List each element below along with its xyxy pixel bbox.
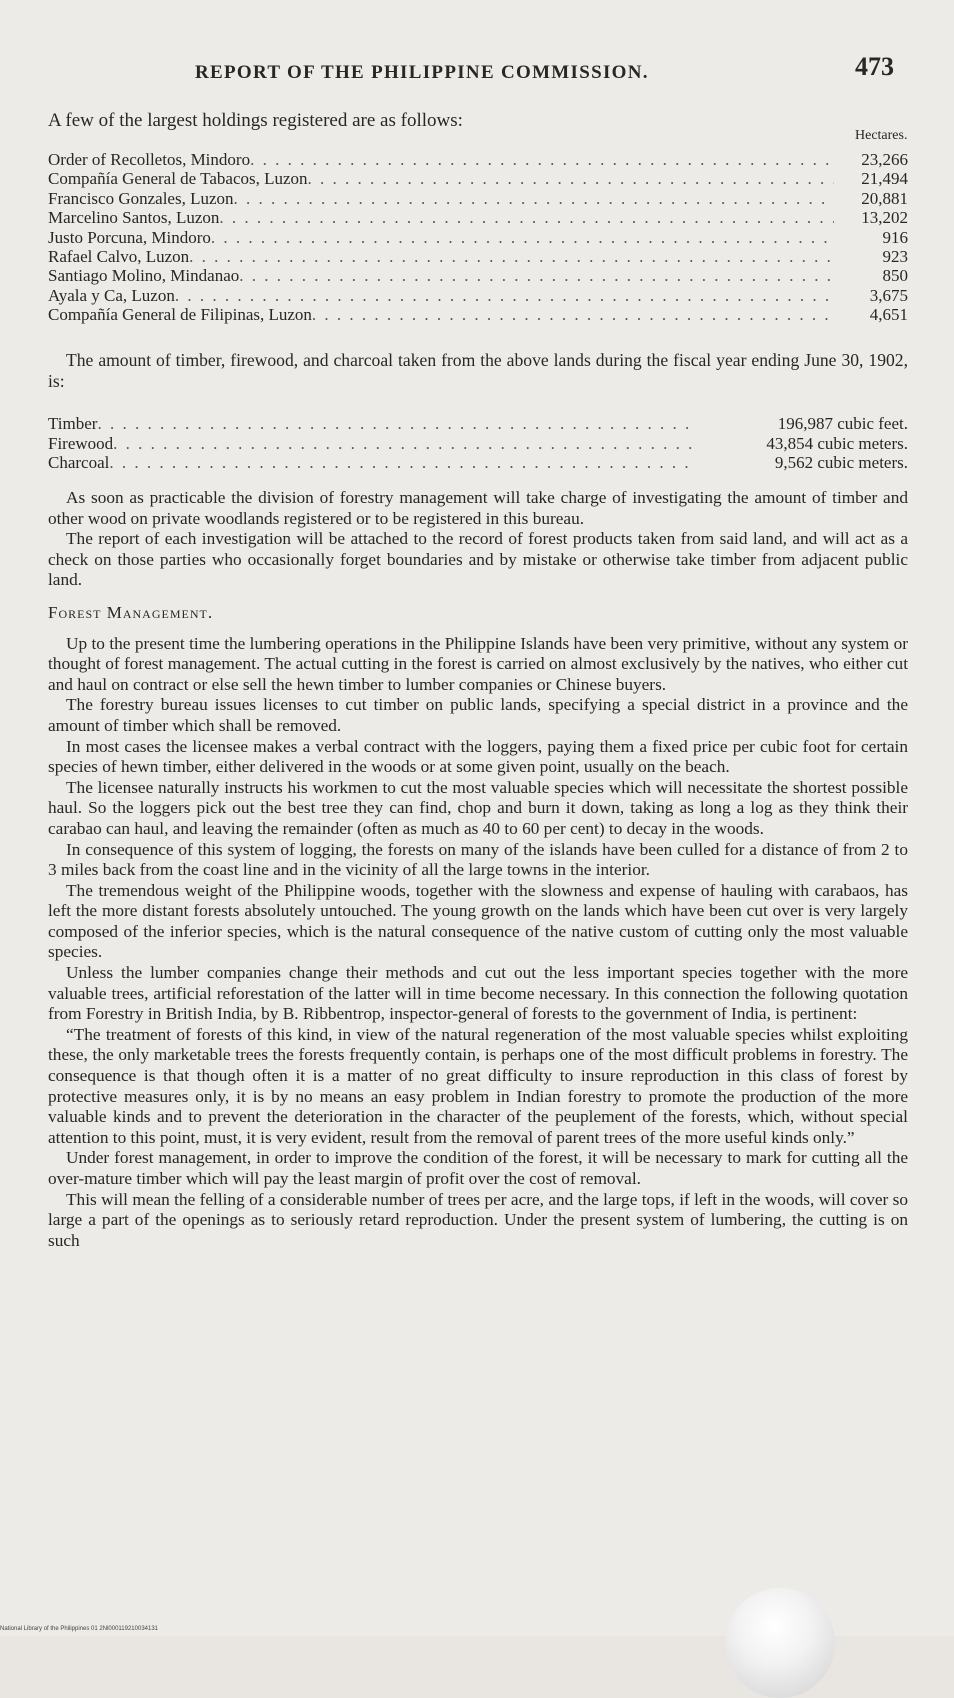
holding-name: Compañía General de Filipinas, Luzon: [48, 305, 312, 325]
paragraph: The report of each investigation will be attached to the record of forest products taken from said land, and will act as a check on those parties who occasionally forget boundaries and by mistake or otherwise take timber from adjacent public land.: [48, 529, 908, 590]
paragraph: In consequence of this system of logging, the forests on many of the islands have been culled for a distance of from 2 to 3 miles back from the coast line and in the vicinity of all the large towns in the interior.: [48, 839, 908, 880]
holding-hectares: 3,675: [869, 285, 908, 305]
list-item: [48, 414, 908, 434]
holdings-intro: A few of the largest holdings registered are as follows:: [48, 110, 463, 131]
list-item: [48, 208, 908, 227]
section-title: Forest Management.: [48, 602, 214, 622]
holding-name: Rafael Calvo, Luzon: [48, 247, 190, 267]
leader-dots: [113, 434, 694, 454]
holding-hectares: 850: [882, 266, 908, 286]
holding-name: Francisco Gonzales, Luzon: [48, 188, 234, 208]
body-text: [48, 488, 908, 1251]
holding-hectares: 20,881: [861, 188, 908, 208]
leader-dots: [239, 266, 834, 285]
leader-dots: [97, 414, 694, 434]
paragraph: Under forest management, in order to improve the condition of the forest, it will be necessary to mark for cutting all the over-mature timber which will pay the least margin of profit over the cost of removal.: [48, 1148, 908, 1188]
paragraph: The forestry bureau issues licenses to cut timber on public lands, specifying a special district in a province and the amount of timber which shall be removed.: [48, 695, 908, 735]
holding-hectares: 21,494: [861, 169, 908, 189]
product-name: Firewood: [48, 433, 114, 453]
product-name: Charcoal: [48, 453, 110, 472]
list-item: [48, 169, 908, 188]
scanner-artifact: [725, 1588, 835, 1698]
holding-name: Ayala y Ca, Luzon: [48, 285, 175, 305]
list-item: [48, 266, 908, 285]
holding-hectares: 23,266: [861, 150, 908, 169]
product-amount: 9,562 cubic meters.: [774, 453, 908, 472]
leader-dots: [312, 305, 834, 324]
paragraph: Up to the present time the lumbering operations in the Philippine Islands have been very primitive, without any system or thought of forest management. The actual cutting in the forest is carried on almost exclusively by the natives, who either cut and haul on contract or else sell the hewn timber to lumber companies or Chinese buyers.: [48, 633, 908, 694]
timber-list: [48, 414, 908, 473]
page-number: 473: [855, 52, 894, 81]
page-header: [0, 50, 954, 90]
paragraph: As soon as practicable the division of forestry management will take charge of investigating the amount of timber and other wood on private woodlands registered or to be registered in this bureau.: [48, 488, 908, 528]
holding-name: Order of Recolletos, Mindoro: [48, 150, 251, 169]
holding-hectares: 916: [882, 227, 908, 247]
holding-name: Compañía General de Tabacos, Luzon: [48, 169, 308, 189]
paragraph: The licensee naturally instructs his workmen to cut the most valuable species which will necessitate the shortest possible haul. So the loggers pick out the best tree they can find, chop and burn it down, taking as long a log as they think their carabao can haul, and leaving the remainder (often as much as 40 to 60 per cent) to decay in the woods.: [48, 777, 908, 838]
list-item: [48, 453, 908, 473]
product-amount: 196,987 cubic feet.: [777, 414, 908, 433]
quotation: “The treatment of forests of this kind, in view of the natural regeneration of the most valuable species whilst exploiting these, the only marketable trees the forests frequently contain, is perhaps one of the most difficult problems in forestry. The consequence is that though often it is a matter of no great difficulty to insure reproduction in this class of forest by protective measures only, it is by no means an easy problem in Indian forestry to promote the production of the more valuable kinds and to prevent the deterioration in the character of the peuplement of the forests, which, without special attention to this point, must, it is very evident, result from the removal of parent trees of the more useful kinds only.”: [48, 1024, 908, 1147]
leader-dots: [234, 189, 834, 208]
product-name: Timber: [48, 414, 98, 433]
holding-hectares: 923: [882, 247, 908, 267]
hectares-column-header: Hectares.: [855, 128, 908, 143]
product-amount: 43,854 cubic meters.: [766, 433, 908, 453]
holding-hectares: 4,651: [869, 305, 908, 325]
leader-dots: [219, 208, 834, 227]
list-item: [48, 189, 908, 208]
timber-intro: The amount of timber, firewood, and charcoal taken from the above lands during the fiscal year ending June 30, 1902, is:: [48, 350, 908, 391]
leader-dots: [175, 286, 834, 305]
paragraph: In most cases the licensee makes a verbal contract with the loggers, paying them a fixed price per cubic foot for certain species of hewn timber, either delivered in the woods or at some given point, usually on the beach.: [48, 736, 908, 777]
list-item: [48, 286, 908, 305]
holding-name: Marcelino Santos, Luzon: [48, 208, 220, 228]
list-item: [48, 247, 908, 266]
paragraph: The tremendous weight of the Philippine woods, together with the slowness and expense of hauling with carabaos, has left the more distant forests absolutely untouched. The young growth on the lands which have been cut over is very largely composed of the inferior species, which is the natural consequence of the native custom of cutting only the most valuable species.: [48, 880, 908, 962]
list-item: [48, 434, 908, 454]
holding-hectares: 13,202: [861, 208, 908, 228]
leader-dots: [211, 228, 834, 247]
scan-footer: National Library of the Philippines 01 2Nl000119210034131: [0, 1626, 159, 1632]
running-head: REPORT OF THE PHILIPPINE COMMISSION.: [195, 62, 649, 83]
leader-dots: [109, 453, 694, 473]
holding-name: Santiago Molino, Mindanao: [48, 266, 240, 286]
list-item: [48, 228, 908, 247]
leader-dots: [250, 150, 834, 169]
list-item: [48, 305, 908, 324]
holding-name: Justo Porcuna, Mindoro: [48, 227, 211, 247]
holdings-list: [48, 150, 908, 325]
paragraph: Unless the lumber companies change their methods and cut out the less important species together with the more valuable trees, artificial reforestation of the latter will in time become necessary. In this connection the following quotation from Forestry in British India, by B. Ribbentrop, inspector-general of forests to the government of India, is pertinent:: [48, 963, 908, 1024]
paragraph: This will mean the felling of a considerable number of trees per acre, and the large tops, if left in the woods, will cover so large a part of the openings as to seriously retard reproduction. Under the present system of lumbering, the cutting is on such: [48, 1189, 908, 1250]
leader-dots: [189, 247, 834, 266]
leader-dots: [308, 169, 834, 188]
list-item: [48, 150, 908, 169]
